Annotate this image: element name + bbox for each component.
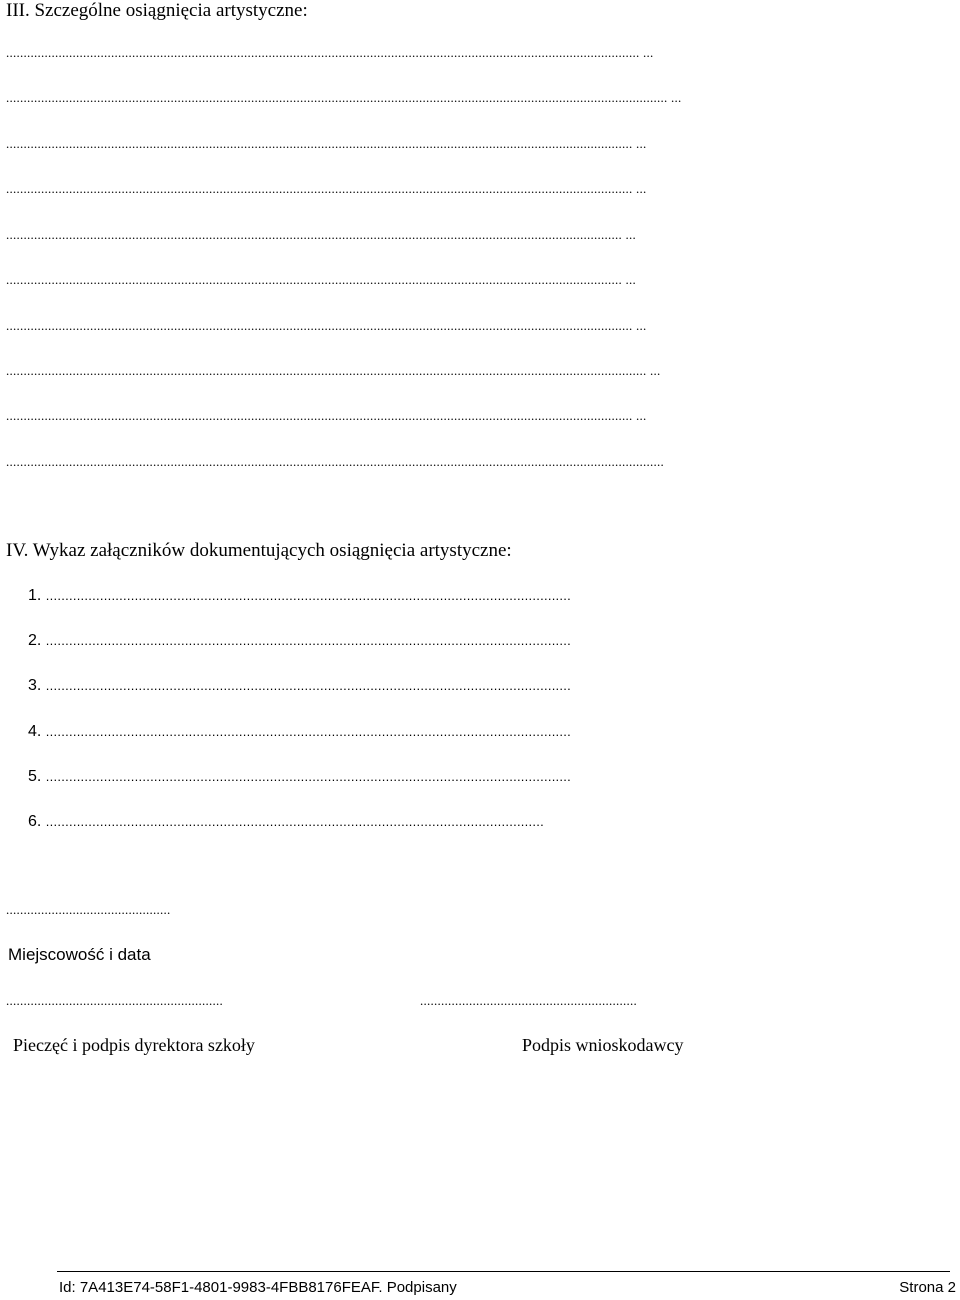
applicant-signature-dots: .............................................................. <box>420 993 637 1008</box>
attachment-item-4 <box>28 723 571 741</box>
attachment-item-1 <box>28 587 571 605</box>
attachment-dots: ........................................................................................................................................ <box>45 633 572 648</box>
page-number: Strona 2 <box>899 1279 956 1296</box>
attachment-dots: ................................................................................................................................. <box>45 814 544 829</box>
principal-signature-dots: .............................................................. <box>6 993 223 1008</box>
attachment-number: 4. <box>28 723 42 740</box>
attachment-item-3 <box>28 677 571 695</box>
document-id: Id: 7A413E74-58F1-4801-9983-4FBB8176FEAF. Podpisany <box>59 1279 457 1296</box>
attachment-dots: ........................................................................................................................................ <box>45 724 572 739</box>
attachment-number: 2. <box>28 632 42 649</box>
attachment-number: 3. <box>28 677 42 694</box>
section-3-line-5: ................................................................................................................................................................................ ... <box>6 227 636 242</box>
attachment-item-2 <box>28 632 571 650</box>
section-3-line-9: ................................................................................................................................................................................... ... <box>6 408 647 423</box>
principal-signature-label: Pieczęć i podpis dyrektora szkoły <box>13 1035 255 1055</box>
section-3-line-10: ............................................................................................................................................................................................ <box>6 454 664 469</box>
attachment-dots: ........................................................................................................................................ <box>45 678 572 693</box>
section-3-line-8: ....................................................................................................................................................................................... ... <box>6 363 661 378</box>
attachment-dots: ........................................................................................................................................ <box>45 588 572 603</box>
place-date-dots: ............................................... <box>6 902 171 917</box>
applicant-signature-label: Podpis wnioskodawcy <box>522 1035 684 1055</box>
attachment-number: 6. <box>28 813 42 830</box>
place-date-label: Miejscowość i data <box>8 945 151 964</box>
section-4-heading: IV. Wykaz załączników dokumentujących osiągnięcia artystyczne: <box>6 540 512 561</box>
section-3-line-3: ................................................................................................................................................................................... ... <box>6 136 647 151</box>
section-3-line-6: ................................................................................................................................................................................ ... <box>6 272 636 287</box>
section-3-line-2: ............................................................................................................................................................................................. ... <box>6 90 682 105</box>
attachment-item-6 <box>28 813 544 831</box>
section-3-line-4: ................................................................................................................................................................................... ... <box>6 181 647 196</box>
attachment-item-5 <box>28 768 571 786</box>
section-3-line-1: ..................................................................................................................................................................................... ... <box>6 45 654 60</box>
footer-divider <box>57 1271 950 1272</box>
attachment-number: 5. <box>28 768 42 785</box>
attachment-number: 1. <box>28 587 42 604</box>
section-3-line-7: ................................................................................................................................................................................... ... <box>6 318 647 333</box>
section-3-heading: III. Szczególne osiągnięcia artystyczne: <box>6 0 308 21</box>
attachment-dots: ........................................................................................................................................ <box>45 769 572 784</box>
